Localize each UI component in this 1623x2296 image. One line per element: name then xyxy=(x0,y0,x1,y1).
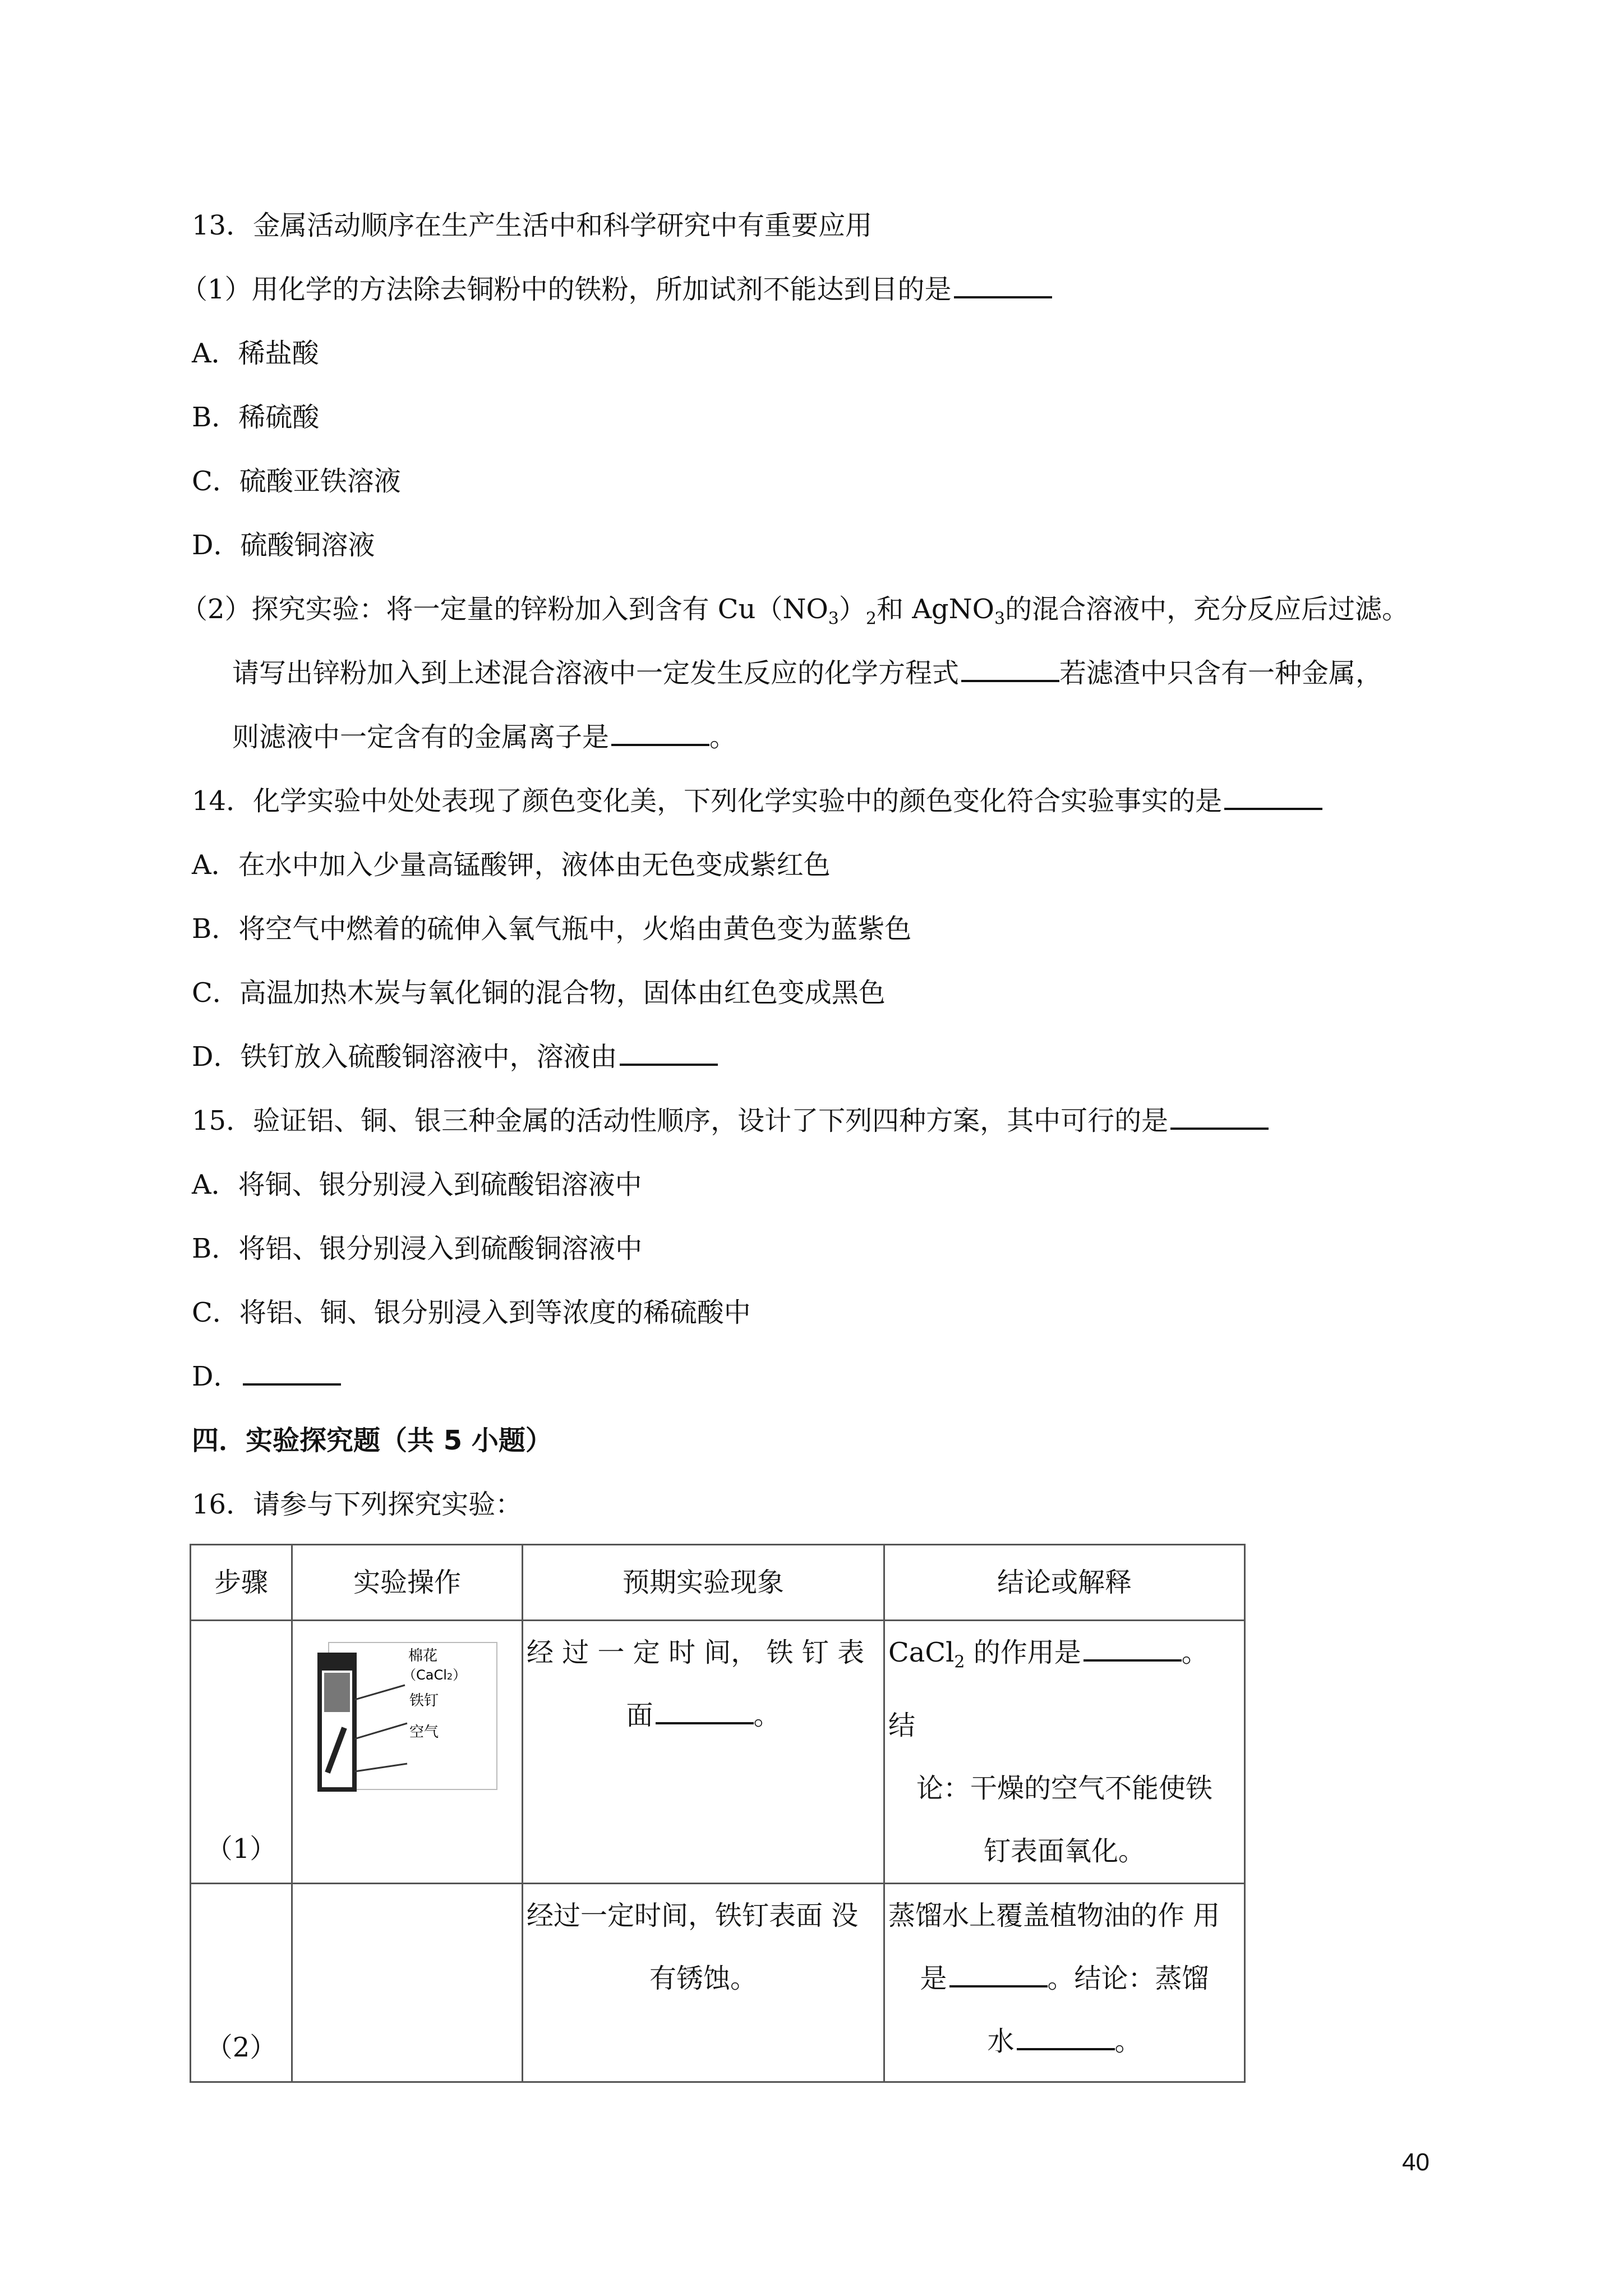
header-phenomenon: 预期实验现象 xyxy=(523,1545,884,1621)
answer-blank[interactable] xyxy=(954,273,1052,298)
answer-blank[interactable] xyxy=(949,1962,1048,1987)
con-line3: 水 。 xyxy=(987,2025,1142,2057)
obs-line1: 经 过 一 定 时 间， 铁 钉 表 xyxy=(527,1637,865,1668)
q15-option-c: C．将铝、铜、银分别浸入到等浓度的稀硫酸中 xyxy=(192,1297,751,1328)
con-line2: 论：干燥的空气不能使铁 xyxy=(916,1772,1212,1804)
q14-option-b: B．将空气中燃着的硫伸入氧气瓶中，火焰由黄色变为蓝紫色 xyxy=(192,913,912,945)
q14-option-a: A．在水中加入少量高锰酸钾，液体由无色变成紫红色 xyxy=(192,849,831,881)
obs-line2: 面 。 xyxy=(626,1700,781,1731)
answer-blank[interactable] xyxy=(620,1040,718,1066)
experiment-table xyxy=(190,1544,1246,2083)
con-line1: 蒸馏水上覆盖植物油的作 用 xyxy=(888,1899,1220,1931)
q15-option-a: A．将铜、银分别浸入到硫酸铝溶液中 xyxy=(192,1169,642,1200)
table-row xyxy=(191,1883,1245,2082)
phenomenon-cell xyxy=(523,1621,884,1884)
q14-title: 14．化学实验中处处表现了颜色变化美，下列化学实验中的颜色变化符合实验事实的是 xyxy=(192,784,1322,818)
phenomenon-cell xyxy=(523,1883,884,2082)
conclusion-cell xyxy=(884,1883,1245,2082)
q15-title: 15．验证铝、铜、银三种金属的活动性顺序，设计了下列四种方案，其中可行的是 xyxy=(192,1104,1269,1138)
q14-option-d: D．铁钉放入硫酸铜溶液中，溶液由 xyxy=(192,1040,718,1074)
nail-label: 铁钉 xyxy=(409,1692,439,1709)
answer-blank[interactable] xyxy=(1170,1104,1269,1130)
q13-option-d: D．硫酸铜溶液 xyxy=(192,530,375,561)
step-label: （1） xyxy=(205,1833,277,1865)
q13-option-a: A．稀盐酸 xyxy=(192,338,319,369)
operation-cell xyxy=(292,1621,523,1884)
answer-blank[interactable] xyxy=(611,720,709,746)
answer-blank[interactable] xyxy=(1017,2024,1115,2050)
obs-line2: 有锈蚀。 xyxy=(649,1962,757,1994)
con-line1: CaCl$_2$ 的作用是 。 结 xyxy=(888,1637,1209,1741)
obs-line1: 经过一定时间，铁钉表面 没 xyxy=(527,1899,859,1931)
step-cell xyxy=(191,1621,292,1884)
q16-title: 16．请参与下列探究实验： xyxy=(192,1489,523,1520)
q13-part2-line3: 则滤液中一定含有的金属离子是 。 xyxy=(232,721,737,753)
con-line2: 是 。结论：蒸馏 xyxy=(920,1962,1209,1994)
q15-option-d: D． xyxy=(192,1360,341,1393)
answer-blank[interactable] xyxy=(1083,1636,1182,1662)
cacl2-label: （CaCl2） xyxy=(403,1667,467,1683)
header-operation: 实验操作 xyxy=(292,1545,523,1621)
cotton-label: 棉花 xyxy=(408,1648,438,1664)
operation-cell xyxy=(292,1883,523,2082)
test-tube-figure xyxy=(293,1621,522,1801)
answer-blank[interactable] xyxy=(243,1360,341,1386)
conclusion-cell xyxy=(884,1621,1245,1884)
table-row xyxy=(191,1621,1245,1884)
header-step: 步骤 xyxy=(191,1545,292,1621)
q13-part2-line1: （2）探究实验：将一定量的锌粉加入到含有 $Cu(NO_3)_2$和 AgNO$_3$的混合溶液中，充分反应后过滤。 xyxy=(181,593,1409,629)
step-label: （2） xyxy=(205,2031,277,2063)
section-heading: 四．实验探究题（共 5 小题） xyxy=(192,1425,552,1456)
step-cell xyxy=(191,1883,292,2082)
air-label: 空气 xyxy=(409,1724,439,1741)
q13-option-b: B．稀硫酸 xyxy=(192,402,320,433)
q13-option-c: C．硫酸亚铁溶液 xyxy=(192,466,401,497)
q13-title: 13．金属活动顺序在生产生活中和科学研究中有重要应用 xyxy=(192,210,873,241)
q15-option-b: B．将铝、银分别浸入到硫酸铜溶液中 xyxy=(192,1233,643,1264)
answer-blank[interactable] xyxy=(961,656,1059,682)
con-line3: 钉表面氧化。 xyxy=(983,1835,1145,1867)
page-number: 40 xyxy=(1402,2148,1430,2176)
table-header-row xyxy=(191,1545,1245,1621)
q13-part1: （1）用化学的方法除去铜粉中的铁粉，所加试剂不能达到目的是 xyxy=(181,273,1052,306)
q13-part2-line2: 请写出锌粉加入到上述混合溶液中一定发生反应的化学方程式 若滤渣中只含有一种金属， xyxy=(232,657,1383,689)
answer-blank[interactable] xyxy=(656,1699,754,1724)
answer-blank[interactable] xyxy=(1224,784,1322,810)
header-conclusion: 结论或解释 xyxy=(884,1545,1245,1621)
q14-option-c: C．高温加热木炭与氧化铜的混合物，固体由红色变成黑色 xyxy=(192,977,886,1009)
